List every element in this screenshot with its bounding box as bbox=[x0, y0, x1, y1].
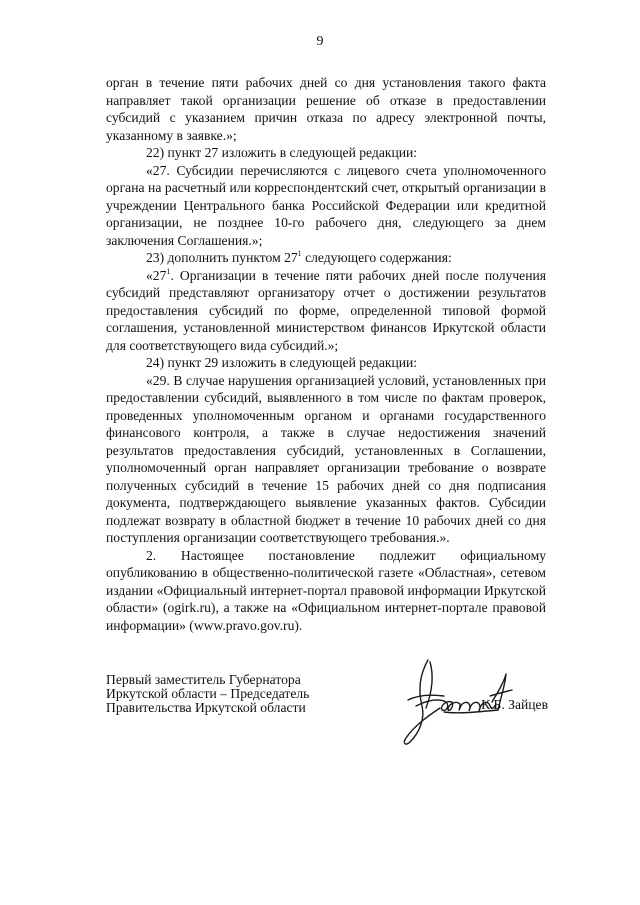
paragraph-item-22: 22) пункт 27 изложить в следующей редакции: bbox=[146, 145, 418, 160]
superscript-mark: 1 bbox=[166, 266, 171, 276]
page-number: 9 bbox=[316, 34, 324, 49]
paragraph-item-24: 24) пункт 29 изложить в следующей редакции: bbox=[146, 355, 418, 370]
superscript-mark: 1 bbox=[297, 249, 302, 258]
item-23-text: 23) дополнить пунктом 27 bbox=[146, 250, 298, 265]
paragraph-point-29: «29. В случае нарушения организацией условий, установленных при предоставлении субсидий, выявленного в том числе по фактам проверок, проведенных уполномоченным органом и органами государственного финансового контроля, а также в случае недостижения значений результатов предоставления субсидий, установленных в Соглашении, уполномоченный орган направляет организации требование о возврате полученных субсидий в течение 15 рабочих дней со дня подписания документа, подтверждающего выявление указанных фактов. Субсидии подлежат возврату в областной бюджет в течение 10 рабочих дней со дня поступления организации соответствующего требования.». bbox=[106, 372, 546, 545]
signatory-title-line: Иркутской области – Председатель bbox=[106, 686, 310, 701]
signatory-title-line: Первый заместитель Губернатора bbox=[106, 672, 301, 687]
paragraph-continuation: орган в течение пяти рабочих дней со дня установления такого факта направляет такой организации решение об отказе в предоставлении субсидий с указанием причин отказа по адресу электронной почты, указанному в заявке.»; bbox=[106, 75, 546, 143]
item-23-text-end: следующего содержания: bbox=[301, 250, 452, 265]
paragraph-point-27: «27. Субсидии перечисляются с лицевого счета уполномоченного органа на расчетный или корреспондентский счет, открытый организации в учреждении Центрального банка Российской Федерации или кредитной организации, не позднее 10-го рабочего дня, следующего за днем заключения Соглашения.»; bbox=[106, 162, 546, 248]
paragraph-point-27-1 bbox=[106, 267, 546, 355]
paragraph-publication: 2. Настоящее постановление подлежит официальному опубликованию в общественно-политической газете «Областная», сетевом издании «Официальный интернет-портал правовой информации Иркутской области» (ogirk.ru), а также на «Официальном интернет-портале правовой информации» (www.pravo.gov.ru). bbox=[106, 547, 546, 633]
document-body bbox=[106, 74, 546, 634]
paragraph-item-23 bbox=[106, 249, 546, 267]
point-27-1-number: «27 bbox=[146, 267, 167, 283]
signer-name: К.Б. Зайцев bbox=[481, 697, 548, 712]
signatory-title-line: Правительства Иркутской области bbox=[106, 700, 306, 715]
point-27-1-text: . Организации в течение пяти рабочих дней после получения субсидий представляют организатору отчет о достижении результатов предоставления субсидий по форме, определенной типовой формой соглашения, установленной министерством финансов Иркутской области для соответствующего вида субсидий.»; bbox=[106, 267, 546, 353]
